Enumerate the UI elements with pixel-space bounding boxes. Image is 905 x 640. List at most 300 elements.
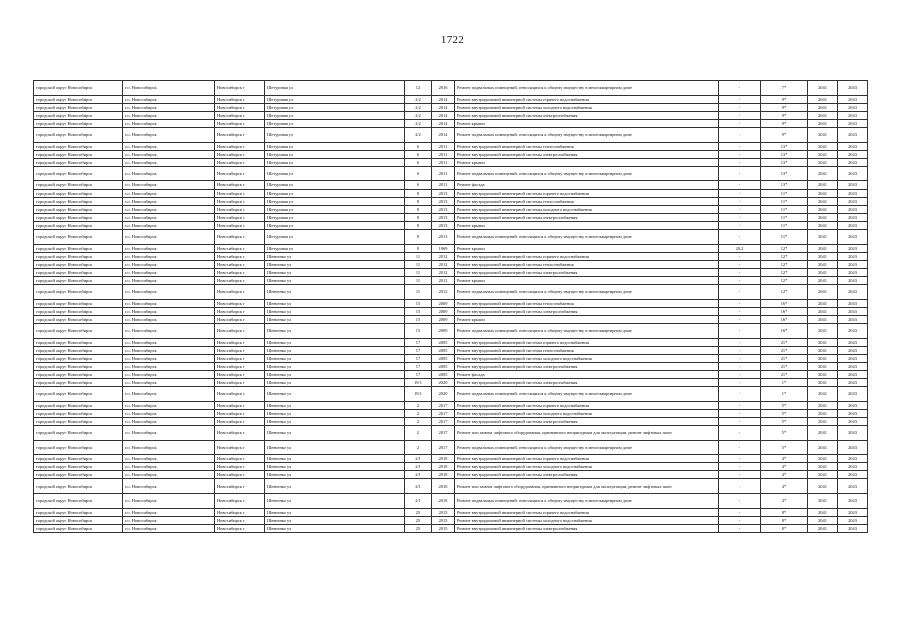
index-cell: 4* — [761, 455, 808, 463]
city-cell: г.о. Новосибирск — [123, 230, 215, 245]
house-number-cell: 17 — [405, 362, 432, 370]
city-cell: г.о. Новосибирск — [123, 95, 215, 103]
street-cell: Шевченко ул — [265, 307, 405, 315]
work-type-cell: Ремонт внутридомовой инженерной системы горячего водоснабжения — [455, 252, 719, 260]
house-number-cell: 15 — [405, 299, 432, 307]
work-type-cell: Ремонт внутридомовой инженерной системы горячего водоснабжения — [455, 455, 719, 463]
city-cell: г.о. Новосибирск — [123, 213, 215, 221]
work-type-cell: Ремонт внутридомовой инженерной системы электроснабжения — [455, 111, 719, 119]
table-row — [34, 370, 868, 378]
table-row — [34, 221, 868, 229]
area-cell: - — [719, 323, 761, 338]
year-cell: 2012 — [432, 268, 455, 276]
year-cell: 2014 — [432, 111, 455, 119]
street-cell: Шевченко ул — [265, 494, 405, 509]
area-cell: - — [719, 252, 761, 260]
table-row — [34, 315, 868, 323]
city-cell: г.о. Новосибирск — [123, 346, 215, 354]
plan-year-end-cell: 2043 — [838, 524, 868, 532]
area-cell: - — [719, 230, 761, 245]
year-cell: 2012 — [432, 285, 455, 300]
locality-cell: Новосибирск г — [215, 189, 265, 197]
okrug-cell: городской округ Новосибирск — [34, 417, 123, 425]
index-cell: 13* — [761, 142, 808, 150]
index-cell: 7* — [761, 81, 808, 96]
index-cell: 11* — [761, 189, 808, 197]
house-number-cell: 15 — [405, 307, 432, 315]
locality-cell: Новосибирск г — [215, 440, 265, 455]
index-cell: 13* — [761, 158, 808, 166]
table-row — [34, 425, 868, 440]
locality-cell: Новосибирск г — [215, 417, 265, 425]
table-row — [34, 197, 868, 205]
plan-year-end-cell: 2043 — [838, 127, 868, 142]
plan-year-end-cell: 2043 — [838, 244, 868, 252]
year-cell: 2020 — [432, 387, 455, 402]
house-number-cell: 2/2 — [405, 127, 432, 142]
table-row — [34, 285, 868, 300]
year-cell: 2017 — [432, 417, 455, 425]
house-number-cell: 2 — [405, 409, 432, 417]
city-cell: г.о. Новосибирск — [123, 524, 215, 532]
plan-year-end-cell: 2043 — [838, 508, 868, 516]
plan-year-end-cell: 2043 — [838, 354, 868, 362]
index-cell: 5* — [761, 425, 808, 440]
year-cell: 2018 — [432, 455, 455, 463]
okrug-cell: городской округ Новосибирск — [34, 299, 123, 307]
house-number-cell: 6 — [405, 181, 432, 189]
area-cell: - — [719, 221, 761, 229]
street-cell: Шевченко ул — [265, 455, 405, 463]
plan-year-end-cell: 2043 — [838, 362, 868, 370]
street-cell: Шетуровая ул — [265, 205, 405, 213]
area-cell: - — [719, 315, 761, 323]
okrug-cell: городской округ Новосибирск — [34, 463, 123, 471]
index-cell: 16* — [761, 307, 808, 315]
city-cell: г.о. Новосибирск — [123, 81, 215, 96]
area-cell: - — [719, 425, 761, 440]
locality-cell: Новосибирск г — [215, 181, 265, 189]
okrug-cell: городской округ Новосибирск — [34, 315, 123, 323]
work-type-cell: Ремонт подвальных помещений, относящихся к общему имуществу в многоквартирном доме — [455, 440, 719, 455]
plan-year-start-cell: 2041 — [808, 346, 838, 354]
locality-cell: Новосибирск г — [215, 260, 265, 268]
street-cell: Шевченко ул — [265, 346, 405, 354]
year-cell: 2020 — [432, 379, 455, 387]
locality-cell: Новосибирск г — [215, 268, 265, 276]
year-cell: 2013 — [432, 205, 455, 213]
year-cell: 2016 — [432, 81, 455, 96]
house-number-cell: 2/2 — [405, 119, 432, 127]
street-cell: Шевченко ул — [265, 379, 405, 387]
house-number-cell: 2/1 — [405, 455, 432, 463]
house-number-cell: 17 — [405, 338, 432, 346]
city-cell: г.о. Новосибирск — [123, 244, 215, 252]
area-cell: - — [719, 111, 761, 119]
year-cell: 2005 — [432, 346, 455, 354]
city-cell: г.о. Новосибирск — [123, 103, 215, 111]
okrug-cell: городской округ Новосибирск — [34, 354, 123, 362]
locality-cell: Новосибирск г — [215, 307, 265, 315]
plan-year-end-cell: 2043 — [838, 213, 868, 221]
city-cell: г.о. Новосибирск — [123, 276, 215, 284]
work-type-cell: Ремонт или замена лифтового оборудования, признанного непригодным для эксплуатации, ремонт лифтовых шахт — [455, 479, 719, 494]
okrug-cell: городской округ Новосибирск — [34, 362, 123, 370]
area-cell: - — [719, 119, 761, 127]
street-cell: Шетуровая ул — [265, 181, 405, 189]
street-cell: Шевченко ул — [265, 387, 405, 402]
city-cell: г.о. Новосибирск — [123, 119, 215, 127]
plan-year-start-cell: 2041 — [808, 127, 838, 142]
work-type-cell: Ремонт внутридомовой инженерной системы холодного водоснабжения — [455, 463, 719, 471]
locality-cell: Новосибирск г — [215, 338, 265, 346]
work-type-cell: Ремонт внутридомовой инженерной системы электроснабжения — [455, 213, 719, 221]
plan-year-start-cell: 2041 — [808, 524, 838, 532]
table-row — [34, 508, 868, 516]
street-cell: Шетуровая ул — [265, 189, 405, 197]
plan-year-start-cell: 2041 — [808, 299, 838, 307]
work-type-cell: Ремонт внутридомовой инженерной системы горячего водоснабжения — [455, 189, 719, 197]
year-cell: 2012 — [432, 276, 455, 284]
street-cell: Шетуровая ул — [265, 127, 405, 142]
locality-cell: Новосибирск г — [215, 463, 265, 471]
plan-year-end-cell: 2043 — [838, 166, 868, 181]
okrug-cell: городской округ Новосибирск — [34, 197, 123, 205]
locality-cell: Новосибирск г — [215, 166, 265, 181]
work-type-cell: Ремонт внутридомовой инженерной системы электроснабжения — [455, 150, 719, 158]
city-cell: г.о. Новосибирск — [123, 455, 215, 463]
table-row — [34, 299, 868, 307]
area-cell: - — [719, 260, 761, 268]
area-cell: 20,2 — [719, 244, 761, 252]
area-cell: - — [719, 127, 761, 142]
okrug-cell: городской округ Новосибирск — [34, 142, 123, 150]
plan-year-end-cell: 2043 — [838, 260, 868, 268]
table-row — [34, 244, 868, 252]
index-cell: 13* — [761, 166, 808, 181]
city-cell: г.о. Новосибирск — [123, 221, 215, 229]
city-cell: г.о. Новосибирск — [123, 205, 215, 213]
area-cell: - — [719, 150, 761, 158]
plan-year-end-cell: 2043 — [838, 494, 868, 509]
locality-cell: Новосибирск г — [215, 285, 265, 300]
locality-cell: Новосибирск г — [215, 230, 265, 245]
area-cell: - — [719, 197, 761, 205]
work-type-cell: Ремонт внутридомовой инженерной системы электроснабжения — [455, 524, 719, 532]
plan-year-start-cell: 2041 — [808, 213, 838, 221]
plan-year-start-cell: 2041 — [808, 409, 838, 417]
area-cell: - — [719, 213, 761, 221]
plan-year-start-cell: 2041 — [808, 440, 838, 455]
plan-year-start-cell: 2041 — [808, 354, 838, 362]
table-row — [34, 524, 868, 532]
area-cell: - — [719, 370, 761, 378]
index-cell: 4* — [761, 479, 808, 494]
work-type-cell: Ремонт внутридомовой инженерной системы электроснабжения — [455, 307, 719, 315]
table-row — [34, 252, 868, 260]
locality-cell: Новосибирск г — [215, 197, 265, 205]
street-cell: Шевченко ул — [265, 401, 405, 409]
area-cell: - — [719, 354, 761, 362]
plan-year-start-cell: 2041 — [808, 508, 838, 516]
okrug-cell: городской округ Новосибирск — [34, 338, 123, 346]
house-number-cell: 9 — [405, 244, 432, 252]
city-cell: г.о. Новосибирск — [123, 197, 215, 205]
index-cell: 9* — [761, 119, 808, 127]
index-cell: 13* — [761, 181, 808, 189]
city-cell: г.о. Новосибирск — [123, 127, 215, 142]
street-cell: Шевченко ул — [265, 463, 405, 471]
plan-year-end-cell: 2043 — [838, 103, 868, 111]
okrug-cell: городской округ Новосибирск — [34, 307, 123, 315]
plan-year-start-cell: 2041 — [808, 150, 838, 158]
street-cell: Шевченко ул — [265, 479, 405, 494]
year-cell: 2014 — [432, 127, 455, 142]
index-cell: 1* — [761, 387, 808, 402]
work-type-cell: Ремонт внутридомовой инженерной системы электроснабжения — [455, 362, 719, 370]
year-cell: 2013 — [432, 230, 455, 245]
street-cell: Шевченко ул — [265, 323, 405, 338]
locality-cell: Новосибирск г — [215, 315, 265, 323]
city-cell: г.о. Новосибирск — [123, 440, 215, 455]
locality-cell: Новосибирск г — [215, 479, 265, 494]
plan-year-end-cell: 2043 — [838, 307, 868, 315]
plan-year-end-cell: 2043 — [838, 409, 868, 417]
index-cell: 12* — [761, 260, 808, 268]
year-cell: 2005 — [432, 354, 455, 362]
plan-year-end-cell: 2043 — [838, 417, 868, 425]
okrug-cell: городской округ Новосибирск — [34, 346, 123, 354]
area-cell: - — [719, 524, 761, 532]
table-row — [34, 323, 868, 338]
plan-year-end-cell: 2043 — [838, 471, 868, 479]
area-cell: - — [719, 189, 761, 197]
house-number-cell: 8 — [405, 221, 432, 229]
plan-year-start-cell: 2041 — [808, 111, 838, 119]
work-type-cell: Ремонт внутридомовой инженерной системы теплоснабжения — [455, 197, 719, 205]
area-cell: - — [719, 508, 761, 516]
work-type-cell: Ремонт внутридомовой инженерной системы холодного водоснабжения — [455, 409, 719, 417]
table-row — [34, 260, 868, 268]
street-cell: Шетуровая ул — [265, 111, 405, 119]
city-cell: г.о. Новосибирск — [123, 417, 215, 425]
year-cell: 2017 — [432, 409, 455, 417]
house-number-cell: 11 — [405, 276, 432, 284]
locality-cell: Новосибирск г — [215, 81, 265, 96]
street-cell: Шетуровая ул — [265, 142, 405, 150]
year-cell: 2014 — [432, 95, 455, 103]
year-cell: 2018 — [432, 479, 455, 494]
house-number-cell: 25 — [405, 524, 432, 532]
plan-year-end-cell: 2043 — [838, 81, 868, 96]
index-cell: 12* — [761, 285, 808, 300]
table-row — [34, 166, 868, 181]
plan-year-end-cell: 2043 — [838, 299, 868, 307]
year-cell: 2018 — [432, 494, 455, 509]
plan-year-end-cell: 2043 — [838, 158, 868, 166]
index-cell: 11* — [761, 197, 808, 205]
okrug-cell: городской округ Новосибирск — [34, 425, 123, 440]
locality-cell: Новосибирск г — [215, 516, 265, 524]
okrug-cell: городской округ Новосибирск — [34, 323, 123, 338]
registry-table — [33, 80, 868, 533]
work-type-cell: Ремонт подвальных помещений, относящихся к общему имуществу в многоквартирном доме — [455, 127, 719, 142]
table-row — [34, 417, 868, 425]
plan-year-start-cell: 2041 — [808, 268, 838, 276]
plan-year-start-cell: 2041 — [808, 166, 838, 181]
plan-year-end-cell: 2043 — [838, 401, 868, 409]
index-cell: 4* — [761, 471, 808, 479]
city-cell: г.о. Новосибирск — [123, 387, 215, 402]
area-cell: - — [719, 285, 761, 300]
okrug-cell: городской округ Новосибирск — [34, 260, 123, 268]
table-row — [34, 354, 868, 362]
plan-year-end-cell: 2043 — [838, 189, 868, 197]
okrug-cell: городской округ Новосибирск — [34, 81, 123, 96]
work-type-cell: Ремонт фасада — [455, 181, 719, 189]
house-number-cell: 2 — [405, 417, 432, 425]
index-cell: 21* — [761, 346, 808, 354]
street-cell: Шевченко ул — [265, 299, 405, 307]
okrug-cell: городской округ Новосибирск — [34, 119, 123, 127]
locality-cell: Новосибирск г — [215, 370, 265, 378]
work-type-cell: Ремонт подвальных помещений, относящихся к общему имуществу в многоквартирном доме — [455, 323, 719, 338]
city-cell: г.о. Новосибирск — [123, 323, 215, 338]
area-cell: - — [719, 362, 761, 370]
plan-year-end-cell: 2043 — [838, 425, 868, 440]
locality-cell: Новосибирск г — [215, 276, 265, 284]
work-type-cell: Ремонт фасада — [455, 370, 719, 378]
area-cell: - — [719, 276, 761, 284]
table-row — [34, 338, 868, 346]
city-cell: г.о. Новосибирск — [123, 111, 215, 119]
locality-cell: Новосибирск г — [215, 119, 265, 127]
locality-cell: Новосибирск г — [215, 425, 265, 440]
plan-year-start-cell: 2041 — [808, 417, 838, 425]
house-number-cell: 12 — [405, 81, 432, 96]
okrug-cell: городской округ Новосибирск — [34, 479, 123, 494]
plan-year-end-cell: 2043 — [838, 370, 868, 378]
table-row — [34, 463, 868, 471]
street-cell: Шетуровая ул — [265, 166, 405, 181]
okrug-cell: городской округ Новосибирск — [34, 276, 123, 284]
area-cell: - — [719, 166, 761, 181]
locality-cell: Новосибирск г — [215, 346, 265, 354]
locality-cell: Новосибирск г — [215, 142, 265, 150]
plan-year-end-cell: 2043 — [838, 338, 868, 346]
house-number-cell: 2/2 — [405, 103, 432, 111]
city-cell: г.о. Новосибирск — [123, 409, 215, 417]
street-cell: Шевченко ул — [265, 362, 405, 370]
table-row — [34, 205, 868, 213]
locality-cell: Новосибирск г — [215, 455, 265, 463]
locality-cell: Новосибирск г — [215, 150, 265, 158]
house-number-cell: 2 — [405, 425, 432, 440]
table-row — [34, 455, 868, 463]
locality-cell: Новосибирск г — [215, 244, 265, 252]
locality-cell: Новосибирск г — [215, 221, 265, 229]
plan-year-start-cell: 2041 — [808, 362, 838, 370]
table-row — [34, 213, 868, 221]
index-cell: 9* — [761, 127, 808, 142]
table-row — [34, 103, 868, 111]
house-number-cell: 17 — [405, 346, 432, 354]
plan-year-end-cell: 2043 — [838, 276, 868, 284]
work-type-cell: Ремонт внутридомовой инженерной системы электроснабжения — [455, 379, 719, 387]
table-row — [34, 268, 868, 276]
city-cell: г.о. Новосибирск — [123, 362, 215, 370]
work-type-cell: Ремонт внутридомовой инженерной системы теплоснабжения — [455, 299, 719, 307]
work-type-cell: Ремонт подвальных помещений, относящихся к общему имуществу в многоквартирном доме — [455, 285, 719, 300]
plan-year-start-cell: 2041 — [808, 230, 838, 245]
house-number-cell: 25 — [405, 508, 432, 516]
index-cell: 11* — [761, 205, 808, 213]
work-type-cell: Ремонт внутридомовой инженерной системы горячего водоснабжения — [455, 508, 719, 516]
city-cell: г.о. Новосибирск — [123, 354, 215, 362]
street-cell: Шевченко ул — [265, 285, 405, 300]
plan-year-start-cell: 2041 — [808, 463, 838, 471]
street-cell: Шевченко ул — [265, 471, 405, 479]
year-cell: 2013 — [432, 189, 455, 197]
year-cell: 2005 — [432, 338, 455, 346]
house-number-cell: 8 — [405, 197, 432, 205]
okrug-cell: городской округ Новосибирск — [34, 285, 123, 300]
work-type-cell: Ремонт или замена лифтового оборудования, признанного непригодным для эксплуатации, ремонт лифтовых шахт — [455, 425, 719, 440]
okrug-cell: городской округ Новосибирск — [34, 440, 123, 455]
okrug-cell: городской округ Новосибирск — [34, 205, 123, 213]
index-cell: 9* — [761, 103, 808, 111]
okrug-cell: городской округ Новосибирск — [34, 111, 123, 119]
table-row — [34, 150, 868, 158]
city-cell: г.о. Новосибирск — [123, 463, 215, 471]
street-cell: Шевченко ул — [265, 354, 405, 362]
house-number-cell: 11 — [405, 268, 432, 276]
plan-year-start-cell: 2041 — [808, 285, 838, 300]
plan-year-end-cell: 2043 — [838, 252, 868, 260]
table-row — [34, 307, 868, 315]
house-number-cell: 2/1 — [405, 463, 432, 471]
work-type-cell: Ремонт внутридомовой инженерной системы теплоснабжения — [455, 346, 719, 354]
plan-year-end-cell: 2043 — [838, 150, 868, 158]
work-type-cell: Ремонт крыши — [455, 119, 719, 127]
house-number-cell: 2/1 — [405, 471, 432, 479]
area-cell: - — [719, 463, 761, 471]
index-cell: 21* — [761, 362, 808, 370]
locality-cell: Новосибирск г — [215, 127, 265, 142]
work-type-cell: Ремонт подвальных помещений, относящихся к общему имуществу в многоквартирном доме — [455, 166, 719, 181]
street-cell: Шетуровая ул — [265, 230, 405, 245]
work-type-cell: Ремонт внутридомовой инженерной системы электроснабжения — [455, 417, 719, 425]
plan-year-start-cell: 2041 — [808, 494, 838, 509]
plan-year-end-cell: 2043 — [838, 221, 868, 229]
year-cell: 2015 — [432, 508, 455, 516]
table-row — [34, 387, 868, 402]
year-cell: 2013 — [432, 221, 455, 229]
locality-cell: Новосибирск г — [215, 354, 265, 362]
table-row — [34, 471, 868, 479]
plan-year-start-cell: 2041 — [808, 221, 838, 229]
okrug-cell: городской округ Новосибирск — [34, 213, 123, 221]
locality-cell: Новосибирск г — [215, 111, 265, 119]
work-type-cell: Ремонт подвальных помещений, относящихся к общему имуществу в многоквартирном доме — [455, 81, 719, 96]
okrug-cell: городской округ Новосибирск — [34, 268, 123, 276]
street-cell: Шевченко ул — [265, 315, 405, 323]
year-cell: 2011 — [432, 166, 455, 181]
locality-cell: Новосибирск г — [215, 103, 265, 111]
plan-year-end-cell: 2043 — [838, 142, 868, 150]
work-type-cell: Ремонт внутридомовой инженерной системы холодного водоснабжения — [455, 516, 719, 524]
okrug-cell: городской округ Новосибирск — [34, 524, 123, 532]
